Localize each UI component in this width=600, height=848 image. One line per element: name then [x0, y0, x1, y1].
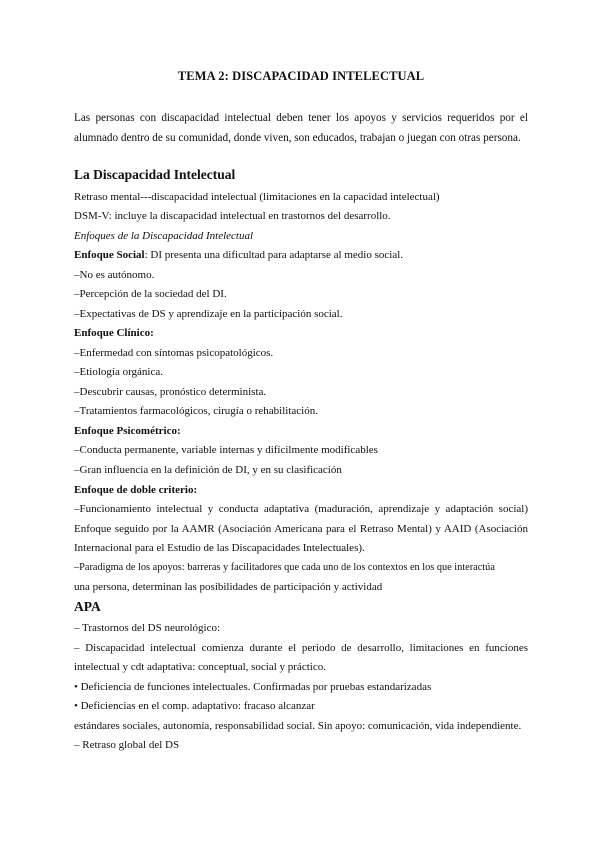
intro-line-1: Las personas con discapacidad intelectual deben tener los apoyos y servicios requeridos por el	[74, 112, 528, 124]
text-line: – Trastornos del DS neurológico:	[74, 622, 221, 634]
enfoque-doble-criterio-label: Enfoque de doble criterio:	[74, 484, 198, 496]
intro-paragraph	[74, 108, 528, 148]
enfoque-clinico-label: Enfoque Clínico:	[74, 327, 154, 339]
enfoque-social-label: Enfoque Social	[74, 249, 145, 261]
enfoque-psicometrico-label: Enfoque Psicométrico:	[74, 425, 181, 437]
text-line: – Retraso global del DS	[74, 739, 180, 751]
text-line: –Percepción de la sociedad del DI.	[74, 288, 227, 300]
page-title: TEMA 2: DISCAPACIDAD INTELECTUAL	[177, 69, 425, 83]
text-line: – Discapacidad intelectual comienza durante el periodo de desarrollo, limitaciones en funciones	[74, 642, 528, 654]
bullet-item: • Deficiencias en el comp. adaptativo: fracaso alcanzar	[74, 700, 315, 712]
enfoque-social-line	[74, 249, 403, 261]
text-line: intelectual y cdt adaptativa: conceptual, social y práctico.	[74, 661, 326, 673]
text-line: –No es autónomo.	[74, 269, 155, 281]
enfoque-social-text: : DI presenta una dificultad para adaptarse al medio social.	[144, 249, 404, 261]
text-line: –Etiología orgánica.	[74, 366, 163, 378]
text-line: –Tratamientos farmacológicos, cirugía o rehabilitación.	[74, 405, 318, 417]
section-heading-apa: APA	[74, 599, 101, 614]
text-line: –Gran influencia en la definición de DI, y en su clasificación	[74, 464, 342, 476]
intro-line-2: alumnado dentro de su comunidad, donde viven, son educados, trabajan o juegan con otras persona.	[74, 132, 521, 144]
text-line: Enfoque seguido por la AAMR (Asociación Americana para el Retraso Mental) y AAID (Asociación	[74, 523, 528, 535]
text-line: –Conducta permanente, variable internas y difícilmente modificables	[74, 444, 378, 456]
subheading-enfoques: Enfoques de la Discapacidad Intelectual	[74, 230, 254, 242]
text-line: estándares sociales, autonomía, responsabilidad social. Sin apoyo: comunicación, vida independiente.	[74, 720, 522, 732]
text-line: –Enfermedad con síntomas psicopatológicos.	[74, 347, 274, 359]
text-line: –Funcionamiento intelectual y conducta adaptativa (maduración, aprendizaje y adaptación social)	[74, 503, 528, 515]
text-line: una persona, determinan las posibilidades de participación y actividad	[74, 581, 383, 593]
text-line: Retraso mental---discapacidad intelectual (limitaciones en la capacidad intelectual)	[74, 191, 440, 203]
text-line: DSM-V: incluye la discapacidad intelectual en trastornos del desarrollo.	[74, 210, 391, 222]
text-line: Internacional para el Estudio de las Discapacidades Intelectuales).	[74, 542, 365, 554]
text-line: –Expectativas de DS y aprendizaje en la participación social.	[74, 308, 343, 320]
text-line: –Descubrir causas, pronóstico determinista.	[74, 386, 267, 398]
text-line: –Paradigma de los apoyos: barreras y facilitadores que cada uno de los contextos en los que interactúa	[74, 562, 495, 573]
bullet-item: • Deficiencia de funciones intelectuales. Confirmadas por pruebas estandarizadas	[74, 681, 432, 693]
section-heading-di: La Discapacidad Intelectual	[74, 167, 236, 182]
